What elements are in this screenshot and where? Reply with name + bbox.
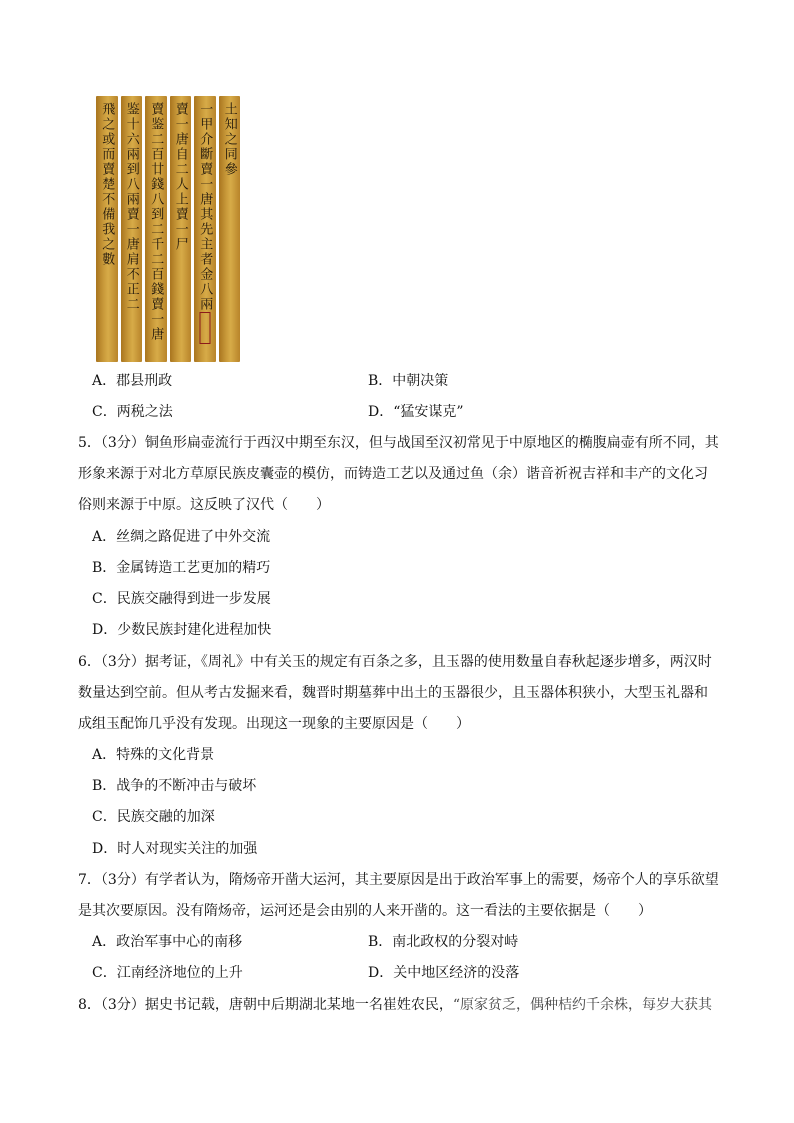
bamboo-slip (96, 96, 118, 362)
q6-option-b[interactable]: B．战争的不断冲击与破坏 (92, 778, 257, 794)
q6-option-d[interactable]: D．时人对现实关注的加强 (92, 841, 258, 857)
bamboo-slip (145, 96, 167, 362)
q6-option-c[interactable]: C．民族交融的加深 (92, 809, 215, 825)
q5-option-c[interactable]: C．民族交融得到进一步发展 (92, 591, 271, 607)
slip-text: 賣鉴二百廿錢八到二千二百錢賣一唐 (148, 102, 164, 342)
slip-text: 賣一唐自二人上賣一尸 (172, 102, 188, 252)
seal-mark (199, 312, 210, 344)
q5-stem-line: 俗则来源于中原。这反映了汉代（ ） (78, 497, 330, 513)
bamboo-slip (194, 96, 216, 362)
slip-text: 一甲介斷賣一唐其先主者金八兩 (197, 102, 213, 312)
q7-option-a[interactable]: A．政治军事中心的南移 (92, 934, 243, 950)
q6-stem-line: 成组玉配饰几乎没有发现。出现这一现象的主要原因是（ ） (78, 716, 470, 732)
q6-stem-line: 数量达到空前。但从考古发掘来看，魏晋时期墓葬中出土的玉器很少，且玉器体积狭小，大型玉礼器和 (78, 685, 708, 701)
q7-stem-line: 7．（3分）有学者认为，隋炀帝开凿大运河，其主要原因是出于政治军事上的需要，炀帝个人的享乐欲望 (78, 872, 719, 888)
q6-stem-line: 6．（3分）据考证，《周礼》中有关玉的规定有百条之多，且玉器的使用数量自春秋起逐步增多，两汉时 (78, 654, 712, 670)
q6-option-a[interactable]: A．特殊的文化背景 (92, 747, 215, 763)
q5-option-a[interactable]: A．丝绸之路促进了中外交流 (92, 529, 271, 545)
slip-text: 土知之同參 (221, 102, 237, 177)
q4-option-b[interactable]: B．中朝决策 (368, 373, 449, 389)
q7-option-d[interactable]: D．关中地区经济的没落 (368, 965, 520, 981)
slip-text: 飛之或而賣楚不備我之數 (99, 102, 115, 267)
q8-lead-text: 8．（3分）据史书记载，唐朝中后期湖北某地一名崔姓农民， (78, 997, 453, 1013)
q4-option-d[interactable]: D．“猛安谋克” (368, 404, 464, 420)
q5-stem-line: 形象来源于对北方草原民族皮囊壶的模仿，而铸造工艺以及通过鱼（余）谐音祈祝吉祥和丰产的文化习 (78, 466, 708, 482)
bamboo-slip (219, 96, 241, 362)
q4-option-c[interactable]: C．两税之法 (92, 404, 173, 420)
q8-stem-line (78, 995, 712, 1015)
q7-option-b[interactable]: B．南北政权的分裂对峙 (368, 934, 519, 950)
q7-option-c[interactable]: C．江南经济地位的上升 (92, 965, 243, 981)
q5-stem-line: 5．（3分）铜鱼形扁壶流行于西汉中期至东汉，但与战国至汉初常见于中原地区的椭腹扁壶有所不同，其 (78, 435, 719, 451)
bamboo-slips-image (96, 96, 240, 362)
q5-option-b[interactable]: B．金属铸造工艺更加的精巧 (92, 560, 271, 576)
q4-option-a[interactable]: A．郡县刑政 (92, 373, 173, 389)
slip-text: 鉴十六兩到八兩賣一唐肩不正二 (123, 102, 139, 312)
bamboo-slip (121, 96, 143, 362)
q5-option-d[interactable]: D．少数民族封建化进程加快 (92, 622, 272, 638)
q8-quote-text: “原家贫乏，偶种桔约千余株，每岁大获其 (452, 997, 712, 1013)
q7-stem-line: 是其次要原因。没有隋炀帝，运河还是会由别的人来开凿的。这一看法的主要依据是（ ） (78, 903, 652, 919)
bamboo-slip (170, 96, 192, 362)
